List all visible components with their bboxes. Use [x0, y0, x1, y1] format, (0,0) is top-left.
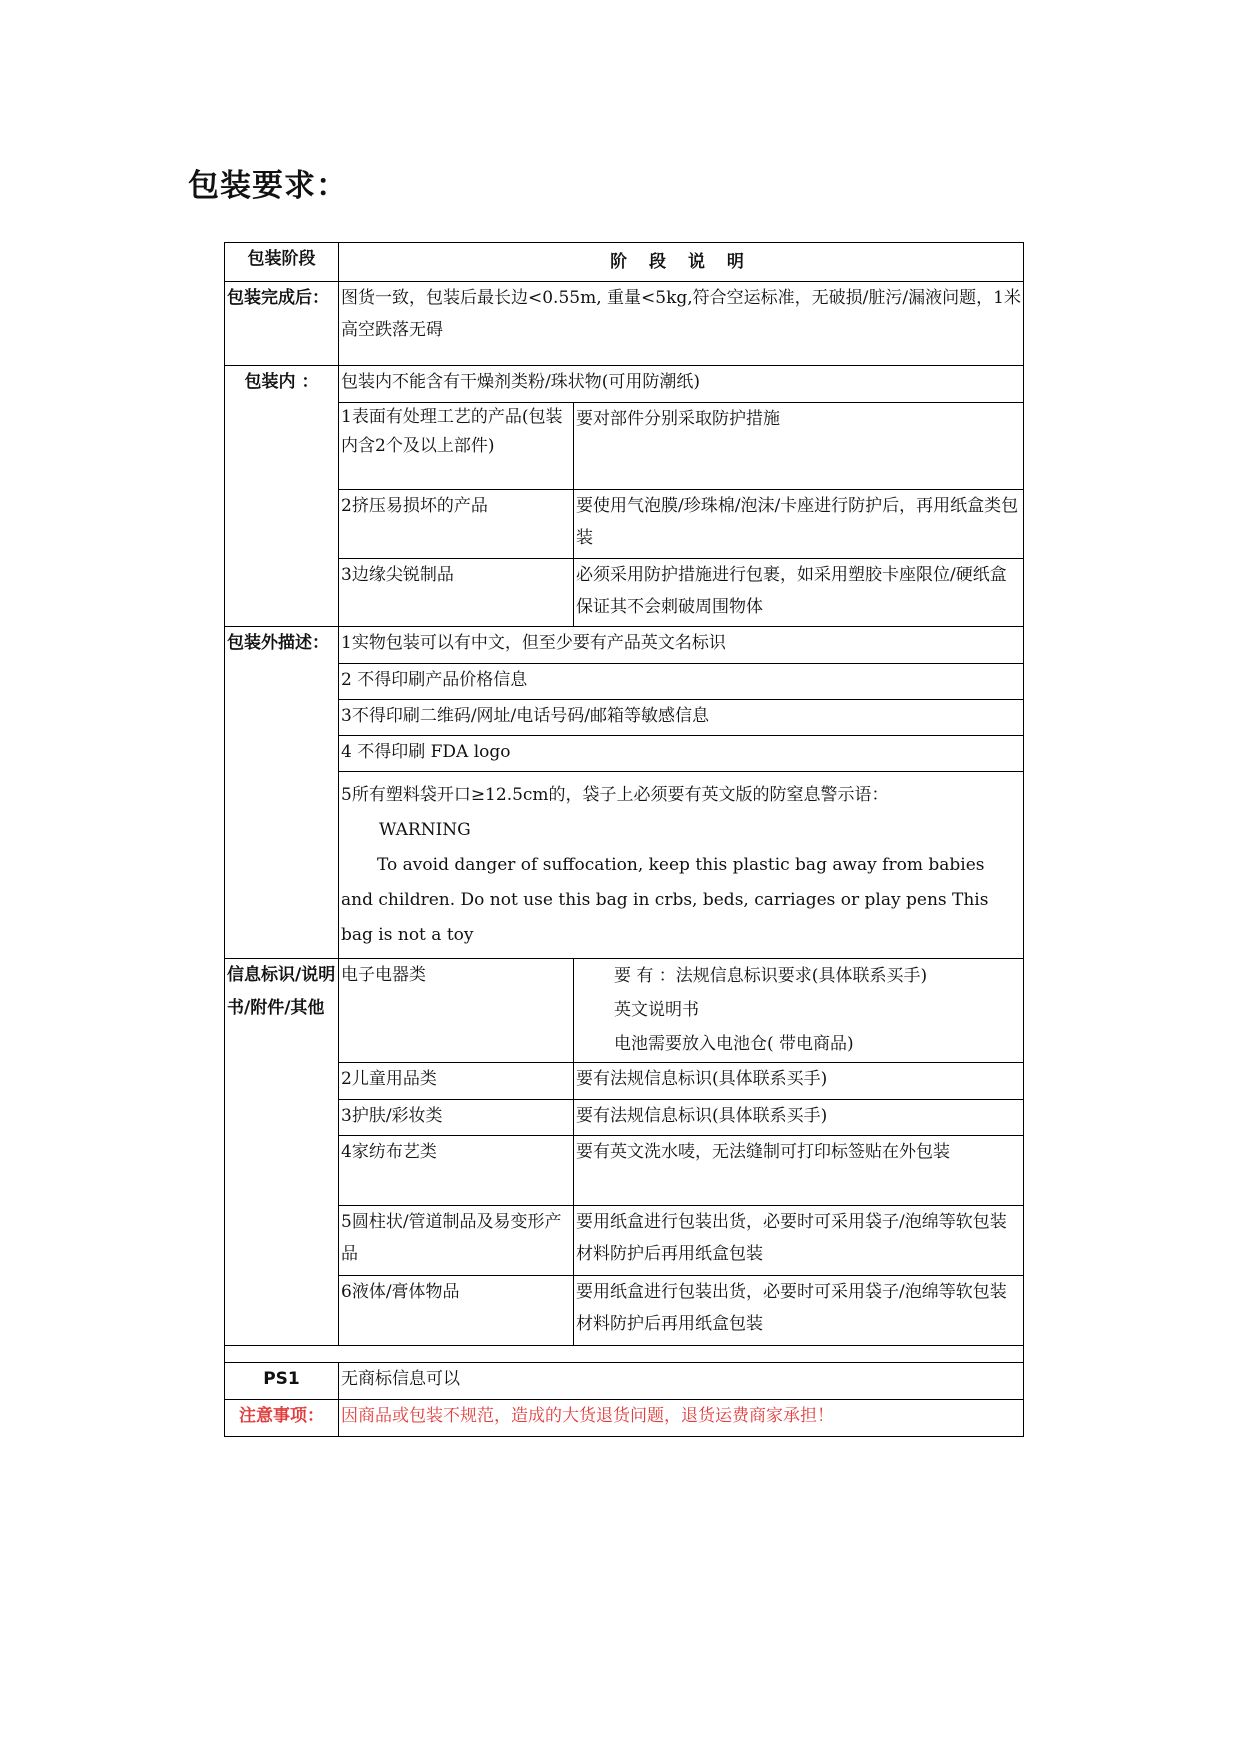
- electronics-req-2: 英文说明书: [614, 1000, 699, 1020]
- row-inside-note: [225, 366, 1024, 403]
- outside-item-5-cell: [339, 772, 1024, 959]
- table-row: [225, 490, 1024, 559]
- warning-text: To avoid danger of suffocation, keep this plastic bag away from babies and children. Do not use this bag in crbs, beds, carriages or play pens This bag is not a toy: [341, 855, 989, 945]
- row-ps1: [225, 1363, 1024, 1400]
- outside-item-2: 2 不得印刷产品价格信息: [339, 664, 1024, 700]
- inside-item-1: 1表面有处理工艺的产品(包装内含2个及以上部件): [339, 403, 574, 490]
- warning-title: WARNING: [379, 820, 471, 840]
- outside-label: 包装外描述：: [225, 627, 339, 959]
- ps1-text: 无商标信息可以: [339, 1363, 1024, 1400]
- table-row: [225, 403, 1024, 490]
- info-req-electronics: [574, 959, 1024, 1063]
- row-electronics: [225, 959, 1024, 1063]
- after-packing-label: 包装完成后：: [225, 282, 339, 366]
- inside-item-3: 3边缘尖锐制品: [339, 559, 574, 627]
- ps1-label: PS1: [225, 1363, 339, 1400]
- table-row: [225, 1276, 1024, 1346]
- row-outside-1: [225, 627, 1024, 664]
- info-req-5: 要用纸盒进行包装出货，必要时可采用袋子/泡绵等软包装材料防护后再用纸盒包装: [574, 1206, 1024, 1276]
- header-stage: 包装阶段: [225, 243, 339, 282]
- info-item-3: 3护肤/彩妆类: [339, 1100, 574, 1136]
- info-item-5: 5圆柱状/管道制品及易变形产品: [339, 1206, 574, 1276]
- spacer-row: [225, 1346, 1024, 1363]
- inside-label: 包装内 ：: [225, 366, 339, 627]
- info-item-2: 2儿童用品类: [339, 1063, 574, 1100]
- table-row: [225, 1063, 1024, 1100]
- info-label: 信息标识/说明书/附件/其他: [225, 959, 339, 1346]
- info-req-4: 要有英文洗水唛，无法缝制可打印标签贴在外包装: [574, 1136, 1024, 1206]
- row-outside-2: [225, 664, 1024, 700]
- electronics-req-1: 要 有 ：法规信息标识要求(具体联系买手): [614, 966, 928, 986]
- after-packing-text: 图货一致，包装后最长边<0.55m, 重量<5kg,符合空运标准，无破损/脏污/漏液问题，1米高空跌落无碍: [339, 282, 1024, 366]
- page-title: 包装要求：: [188, 168, 348, 204]
- header-description: 阶 段 说 明: [339, 243, 1024, 282]
- electronics-req-3: 电池需要放入电池仓( 带电商品): [614, 1034, 854, 1054]
- info-item-electronics: 电子电器类: [339, 959, 574, 1063]
- info-item-6: 6液体/膏体物品: [339, 1276, 574, 1346]
- table-row: [225, 1136, 1024, 1206]
- inside-req-2: 要使用气泡膜/珍珠棉/泡沫/卡座进行防护后，再用纸盒类包装: [574, 490, 1024, 559]
- spacer-cell: [225, 1346, 1024, 1363]
- table-row: [225, 559, 1024, 627]
- outside-item-4: 4 不得印刷 FDA logo: [339, 736, 1024, 772]
- packaging-requirements-table: [224, 242, 1024, 1437]
- outside-item-5: 5所有塑料袋开口≥12.5cm的，袋子上必须要有英文版的防窒息警示语：: [341, 785, 889, 805]
- info-req-3: 要有法规信息标识(具体联系买手): [574, 1100, 1024, 1136]
- row-outside-5: [225, 772, 1024, 959]
- notice-text: 因商品或包装不规范，造成的大货退货问题，退货运费商家承担！: [339, 1400, 1024, 1437]
- inside-note: 包装内不能含有干燥剂类粉/珠状物(可用防潮纸): [339, 366, 1024, 403]
- table-header-row: [225, 243, 1024, 282]
- table-row: [225, 1100, 1024, 1136]
- inside-req-1: 要对部件分别采取防护措施: [574, 403, 1024, 490]
- info-req-6: 要用纸盒进行包装出货，必要时可采用袋子/泡绵等软包装材料防护后再用纸盒包装: [574, 1276, 1024, 1346]
- inside-item-2: 2挤压易损坏的产品: [339, 490, 574, 559]
- row-outside-4: [225, 736, 1024, 772]
- info-req-2: 要有法规信息标识(具体联系买手): [574, 1063, 1024, 1100]
- outside-item-1: 1实物包装可以有中文，但至少要有产品英文名标识: [339, 627, 1024, 664]
- info-item-4: 4家纺布艺类: [339, 1136, 574, 1206]
- table-row: [225, 1206, 1024, 1276]
- outside-item-3: 3不得印刷二维码/网址/电话号码/邮箱等敏感信息: [339, 700, 1024, 736]
- row-after-packing: [225, 282, 1024, 366]
- row-notice: [225, 1400, 1024, 1437]
- notice-label: 注意事项：: [225, 1400, 339, 1437]
- inside-req-3: 必须采用防护措施进行包裹，如采用塑胶卡座限位/硬纸盒保证其不会刺破周围物体: [574, 559, 1024, 627]
- row-outside-3: [225, 700, 1024, 736]
